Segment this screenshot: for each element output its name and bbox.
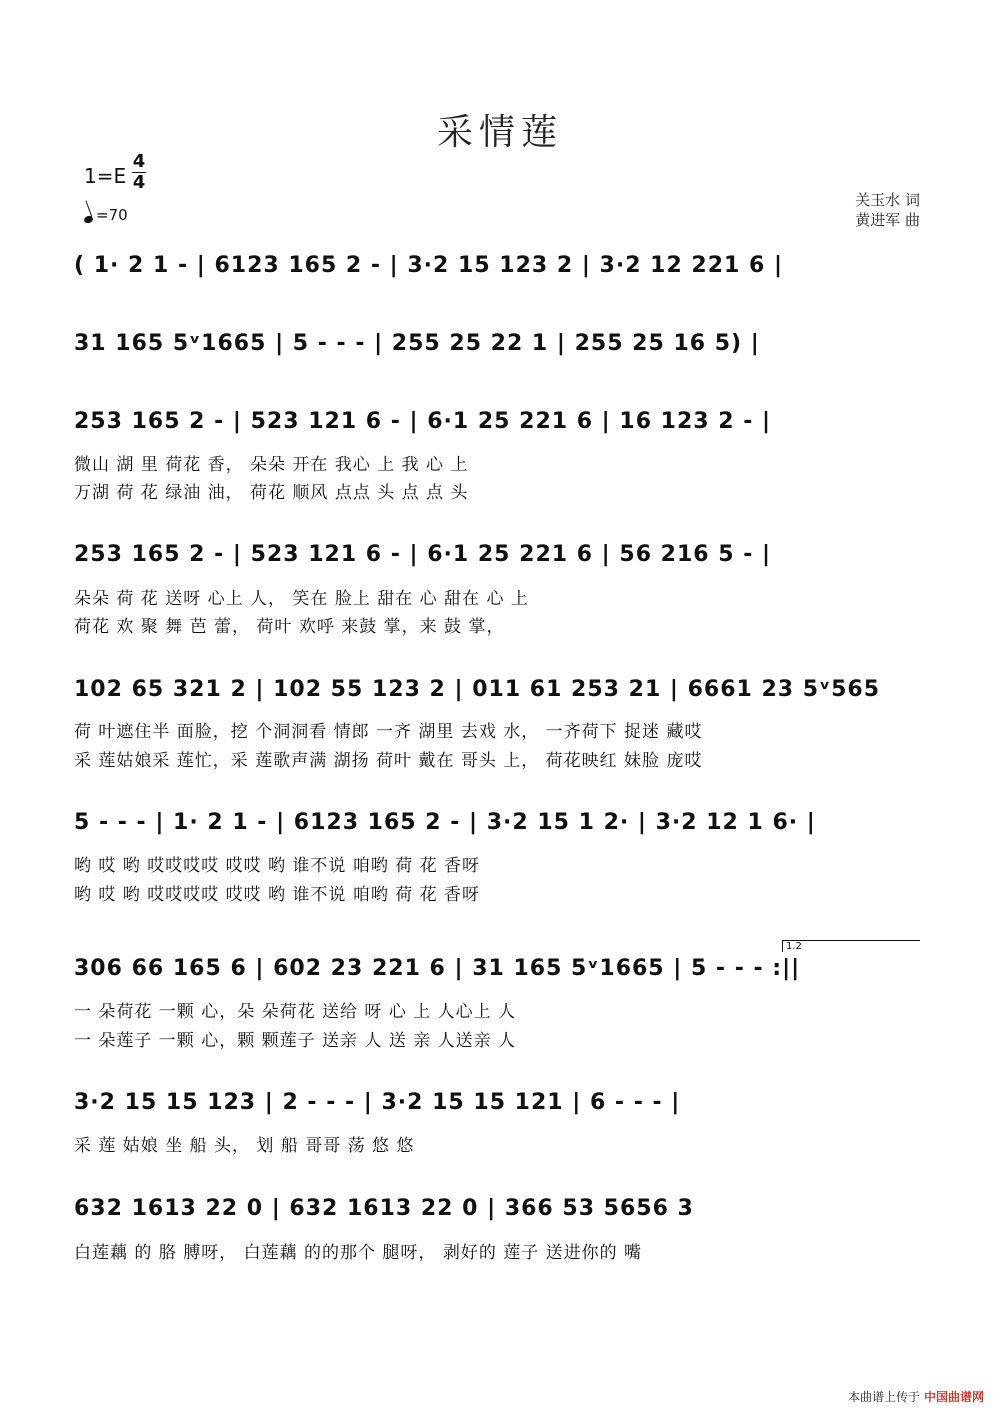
volta-bracket: 1.2 xyxy=(782,940,920,952)
music-line-9: 632 1613 22 0 | 632 1613 22 0 | 366 53 5656 3 xyxy=(74,1196,694,1221)
tempo-value: =70 xyxy=(96,206,128,224)
lyricist-credit: 关玉水 词 xyxy=(855,191,920,209)
lyric-line-3-verse-1: 微山 湖 里 荷花 香， 朵朵 开在 我心 上 我 心 上 xyxy=(74,455,469,475)
lyric-line-5-verse-2: 采 莲姑娘采 莲忙，采 莲歌声满 湖扬 荷叶 戴在 哥头 上， 荷花映红 妹脸 庞哎 xyxy=(74,751,703,771)
lyric-line-8: 采 莲 姑娘 坐 船 头， 划 船 哥哥 荡 悠 悠 xyxy=(74,1136,415,1156)
lyric-line-7-verse-1: 一 朵荷花 一颗 心，朵 朵荷花 送给 呀 心 上 人心上 人 xyxy=(74,1002,517,1022)
lyric-line-5-verse-1: 荷 叶遮住半 面脸，挖 个洞洞看 情郎 一齐 湖里 去戏 水， 一齐荷下 捉迷 藏哎 xyxy=(74,722,703,742)
music-line-4: 253 165 2 - | 523 121 6 - | 6·1 25 221 6 | 56 216 5 - | xyxy=(74,542,772,567)
lyric-line-9: 白莲藕 的 胳 膊呀， 白莲藕 的的那个 腿呀， 剥好的 莲子 送进你的 嘴 xyxy=(74,1243,643,1263)
quarter-note-icon xyxy=(83,215,94,225)
page-title: 采情莲 xyxy=(436,112,563,153)
composer-credit: 黄进军 曲 xyxy=(855,211,920,229)
music-line-3: 253 165 2 - | 523 121 6 - | 6·1 25 221 6 | 16 123 2 - | xyxy=(74,409,772,434)
lyric-line-6-verse-2: 哟 哎 哟 哎哎哎哎 哎哎 哟 谁不说 咱哟 荷 花 香呀 xyxy=(74,885,481,905)
site-logo[interactable]: 中国曲谱网 xyxy=(923,1390,984,1404)
time-signature xyxy=(132,153,146,192)
music-line-2: 31 165 5ᵛ1665 | 5 - - - | 255 25 22 1 | 255 25 16 5) | xyxy=(74,331,760,356)
music-line-5: 102 65 321 2 | 102 55 123 2 | 011 61 253 21 | 6661 23 5ᵛ565 xyxy=(74,677,881,702)
music-line-8: 3·2 15 15 123 | 2 - - - | 3·2 15 15 121 | 6 - - - | xyxy=(74,1090,681,1115)
lyric-line-3-verse-2: 万湖 荷 花 绿油 油， 荷花 顺风 点点 头 点 点 头 xyxy=(74,483,469,503)
tempo-marking xyxy=(84,206,128,224)
music-line-6: 5 - - - | 1· 2 1 - | 6123 165 2 - | 3·2 15 1 2· | 3·2 12 1 6· | xyxy=(74,810,816,835)
footer-credit xyxy=(848,1388,984,1405)
lyric-line-7-verse-2: 一 朵莲子 一颗 心，颗 颗莲子 送亲 人 送 亲 人送亲 人 xyxy=(74,1031,517,1051)
time-signature-top: 4 xyxy=(132,151,146,172)
time-signature-bottom: 4 xyxy=(132,172,146,193)
music-line-1: ( 1· 2 1 - | 6123 165 2 - | 3·2 15 123 2 | 3·2 12 221 6 | xyxy=(74,253,784,278)
lyric-line-6-verse-1: 哟 哎 哟 哎哎哎哎 哎哎 哟 谁不说 咱哟 荷 花 香呀 xyxy=(74,856,481,876)
footer-text: 本曲谱上传于 xyxy=(847,1390,920,1404)
lyric-line-4-verse-1: 朵朵 荷 花 送呀 心上 人， 笑在 脸上 甜在 心 甜在 心 上 xyxy=(74,589,529,609)
lyric-line-4-verse-2: 荷花 欢 聚 舞 芭 蕾， 荷叶 欢呼 来鼓 掌，来 鼓 掌， xyxy=(74,617,505,637)
key-signature: 1=E xyxy=(84,164,127,188)
music-line-7: 306 66 165 6 | 602 23 221 6 | 31 165 5ᵛ1665 | 5 - - - :|| xyxy=(74,956,801,981)
